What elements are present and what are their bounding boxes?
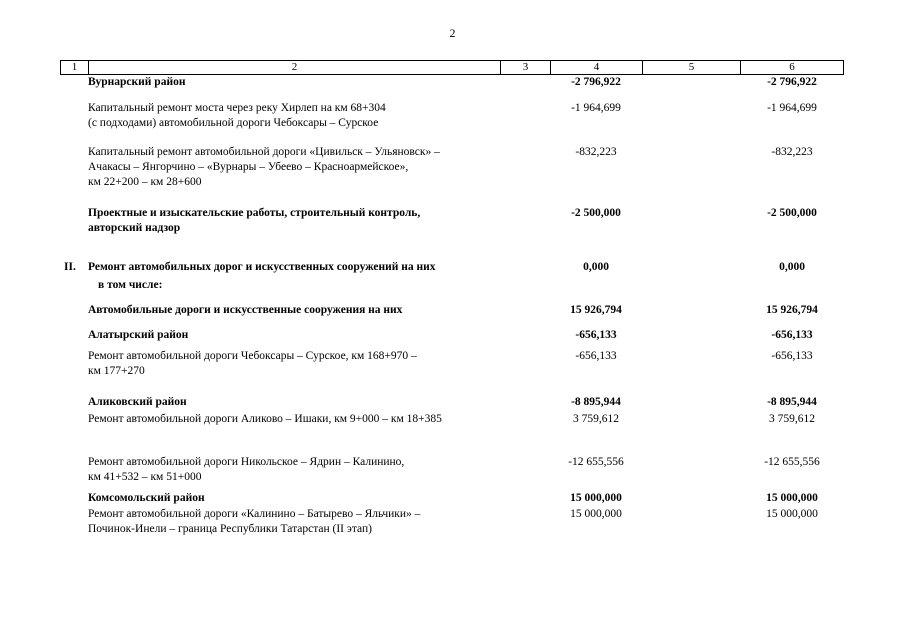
header-col-1: 1 [60, 61, 88, 74]
value-col-6: -656,133 [771, 350, 813, 362]
page-number: 2 [449, 26, 456, 40]
row-text: Автомобильные дороги и искусственные сооружения на них [88, 304, 403, 316]
row-text: Ремонт автомобильных дорог и искусственных сооружений на них [88, 261, 436, 273]
value-col-4: 15 926,794 [570, 304, 622, 316]
row-text: Вурнарский район [88, 76, 186, 88]
row-text: Проектные и изыскательские работы, строительный контроль, [88, 207, 421, 219]
row-text: Капитальный ремонт автомобильной дороги «Цивильск – Ульяновск» – [88, 146, 440, 158]
row-text: Аликовский район [88, 396, 187, 408]
row-label [88, 507, 420, 537]
value-col-6: 15 000,000 [766, 508, 818, 520]
header-col-6: 6 [740, 61, 844, 74]
header-col-2: 2 [88, 61, 500, 74]
value-col-6: -2 500,000 [767, 207, 817, 219]
row-text: авторский надзор [88, 222, 181, 234]
row-text: км 41+532 – км 51+000 [88, 471, 202, 483]
row-label [88, 395, 187, 410]
row-label [88, 75, 185, 90]
value-col-4: -2 796,922 [571, 76, 621, 88]
value-col-4: -8 895,944 [571, 396, 621, 408]
value-col-6: -1 964,699 [767, 102, 817, 114]
row-label [88, 412, 442, 427]
row-label [88, 260, 436, 293]
value-col-6: 15 926,794 [766, 304, 818, 316]
row-text: Ремонт автомобильной дороги Чебоксары – Сурское, км 168+970 – [88, 350, 417, 362]
value-col-6: 3 759,612 [769, 413, 815, 425]
row-label [88, 349, 417, 379]
header-col-4: 4 [550, 61, 642, 74]
value-col-6: -832,223 [771, 146, 813, 158]
value-col-4: -2 500,000 [571, 207, 621, 219]
row-text: Починок-Инели – граница Республики Татарстан (II этап) [88, 523, 372, 535]
value-col-6: -12 655,556 [764, 456, 820, 468]
row-text: км 22+200 – км 28+600 [88, 176, 202, 188]
header-col-5: 5 [642, 61, 740, 74]
row-text: в том числе: [98, 279, 163, 291]
row-text: Капитальный ремонт моста через реку Хирлеп на км 68+304 [88, 102, 386, 114]
value-col-4: -12 655,556 [568, 456, 624, 468]
value-col-6: 0,000 [779, 261, 805, 273]
value-col-6: -656,133 [771, 329, 813, 341]
row-label [88, 328, 188, 343]
row-text: Ремонт автомобильной дороги Аликово – Ишаки, км 9+000 – км 18+385 [88, 413, 442, 425]
row-label [88, 455, 404, 485]
value-col-4: -832,223 [575, 146, 617, 158]
row-text: Ачакасы – Янгорчино – «Вурнары – Убеево – Красноармейское», [88, 161, 409, 173]
row-text: (с подходами) автомобильной дороги Чебоксары – Сурское [88, 117, 379, 129]
row-text: Комсомольский район [88, 492, 205, 504]
section-number: II. [64, 261, 76, 273]
row-text: Ремонт автомобильной дороги Никольское – Ядрин – Калинино, [88, 456, 405, 468]
value-col-6: 15 000,000 [766, 492, 818, 504]
value-col-4: 15 000,000 [570, 492, 622, 504]
value-col-4: -656,133 [575, 329, 617, 341]
value-col-6: -2 796,922 [767, 76, 817, 88]
value-col-4: 15 000,000 [570, 508, 622, 520]
row-text: Алатырский район [88, 329, 189, 341]
row-label [88, 101, 386, 131]
value-col-4: 3 759,612 [573, 413, 619, 425]
value-col-4: -656,133 [575, 350, 617, 362]
row-text: км 177+270 [88, 365, 145, 377]
table-header [60, 60, 844, 75]
value-col-6: -8 895,944 [767, 396, 817, 408]
value-col-4: 0,000 [583, 261, 609, 273]
row-label [88, 303, 402, 318]
row-label [88, 491, 205, 506]
value-col-4: -1 964,699 [571, 102, 621, 114]
row-label [88, 206, 420, 236]
header-col-3: 3 [500, 61, 550, 74]
row-label [88, 145, 440, 190]
row-text: Ремонт автомобильной дороги «Калинино – Батырево – Яльчики» – [88, 508, 421, 520]
